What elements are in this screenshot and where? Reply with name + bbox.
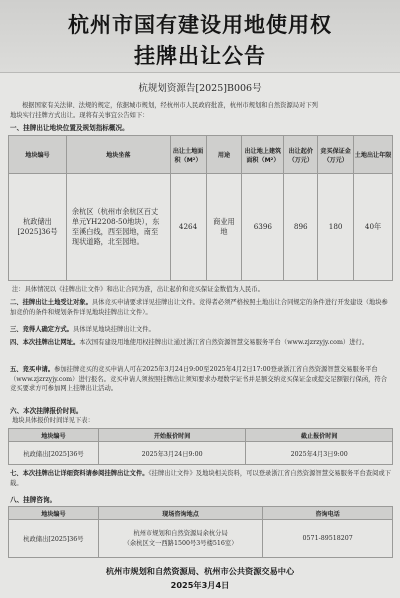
col-header-area: 出让土地面积（M²） [170,136,206,174]
cell-place [98,520,263,558]
place-line-1: 杭州市规划和自然资源局余杭分局 [133,529,228,537]
section-2 [10,298,391,317]
section-4-title: 四、本次挂牌出让网址。 [10,339,80,346]
col-header-place: 现场咨询地点 [98,507,263,520]
section-6-title: 六、本次挂牌报价时间。 [10,407,83,415]
cell-floor-area: 6396 [242,174,284,281]
section-6-subtitle: 地块具体报价时间详见下表： [12,417,94,424]
cell-end-time: 2025年4月3日9:00 [246,442,393,465]
section-7 [10,469,391,488]
table-row [9,174,393,281]
table-note: 注：具体情况以《挂牌出让文件》和出让合同为准，出让起价和竞买保证金数值为人民币。 [12,286,264,293]
cell-use: 商业用地 [206,174,242,281]
section-5-text: 参加挂牌竞买的竞买申请人可在2025年3月24日9:00至2025年4月2日17:00登录浙江省自然资源智慧交易服务平台（www.zjzrzyjy.com）进行报名。竞买申请人须按照挂牌出让须知要求办理数字证书并足额交纳竞买保证金或提交足额银行保函，符合竞买要求方可参加网上挂牌出让活动。 [10,366,388,393]
cell-parcel-id: 杭政储出[2025]36号 [9,520,99,558]
title-line-1: 杭州市国有建设用地使用权 [68,13,332,37]
cell-deposit: 180 [318,174,354,281]
title-banner [0,0,400,73]
footer-date: 2025年3月4日 [170,580,230,590]
document-number: 杭规划资源告[2025]B006号 [138,83,262,94]
col-header-parcel-id: 地块编号 [9,429,99,442]
col-header-end-time: 截止报价时间 [246,429,393,442]
section-3 [10,325,391,335]
intro-line-1: 根据国家有关法律、法规的规定，依据城市规划，经杭州市人民政府批准，杭州市规划和自然资源局对下列 [22,102,318,109]
col-header-use: 用途 [206,136,242,174]
col-header-term: 土地出让年限 [354,136,393,174]
section-8-title: 八、挂牌咨询。 [10,496,57,504]
cell-parcel-id: 杭政储出[2025]36号 [9,174,67,281]
section-5 [10,365,391,394]
col-header-start-time: 开始报价时间 [98,429,246,442]
section-7-title: 七、本次挂牌出让详细资料请参阅挂牌出让文件。 [10,470,149,477]
cell-area: 4264 [170,174,206,281]
table-row [9,520,393,558]
footer-org: 杭州市规划和自然资源局、杭州市公共资源交易中心 [105,566,295,576]
cell-term: 40年 [354,174,393,281]
col-header-parcel-id: 地块编号 [9,507,99,520]
cell-location: 余杭区（杭州市余杭区百丈单元YH2208-50地块），东至溪白线，西至园地，南至现状道路，北至园地。 [66,174,170,281]
col-header-deposit: 竞买保证金（万元） [318,136,354,174]
cell-parcel-id: 杭政储出[2025]36号 [9,442,99,465]
col-header-floor-area: 出让地上建筑面积（M²） [242,136,284,174]
col-header-location: 地块坐落 [66,136,170,174]
bid-time-table [8,428,393,465]
col-header-phone: 咨询电话 [263,507,393,520]
cell-start-price: 896 [284,174,318,281]
cell-start-time: 2025年3月24日9:00 [98,442,246,465]
consult-table [8,506,393,558]
parcel-table [8,135,393,281]
section-1-title: 一、挂牌出让地块位置及规划指标概况。 [10,124,129,132]
title-line-2: 挂牌出让公告 [134,44,266,68]
place-line-2: （余杭区文一西路1500号3号楼516室） [123,539,238,547]
section-3-title: 三、竞得人确定方式。 [10,326,73,333]
col-header-start-price: 出让起价（万元） [284,136,318,174]
section-3-text: 具体详见地块挂牌出让文件。 [72,326,155,333]
cell-phone: 0571-89518207 [263,520,393,558]
section-2-title: 二、挂牌出让土地受让对象。 [10,299,92,306]
table-row [9,442,393,465]
section-2-text: 具体竞买申请要求详见挂牌出让文件。竞得者必须严格按照土地出让合同规定的条件进行开发建设（地块参加竞价的条件和规划条件详见地块挂牌出让文件）。 [10,299,388,316]
section-7-text: 《挂牌出让文件》及地块相关资料，可以登录浙江省自然资源智慧交易服务平台查阅或下载。 [10,470,391,487]
intro-line-2: 地块实行挂牌方式出让。现将有关事宜公告如下： [10,112,149,119]
section-4 [10,338,391,348]
section-4-text: 本次国有建设用地使用权挂牌出让通过浙江省自然资源智慧交易服务平台（www.zjzrzyjy.com）进行。 [79,339,369,346]
section-5-title: 五、竞买申请。 [10,366,55,373]
col-header-parcel-id: 地块编号 [9,136,67,174]
